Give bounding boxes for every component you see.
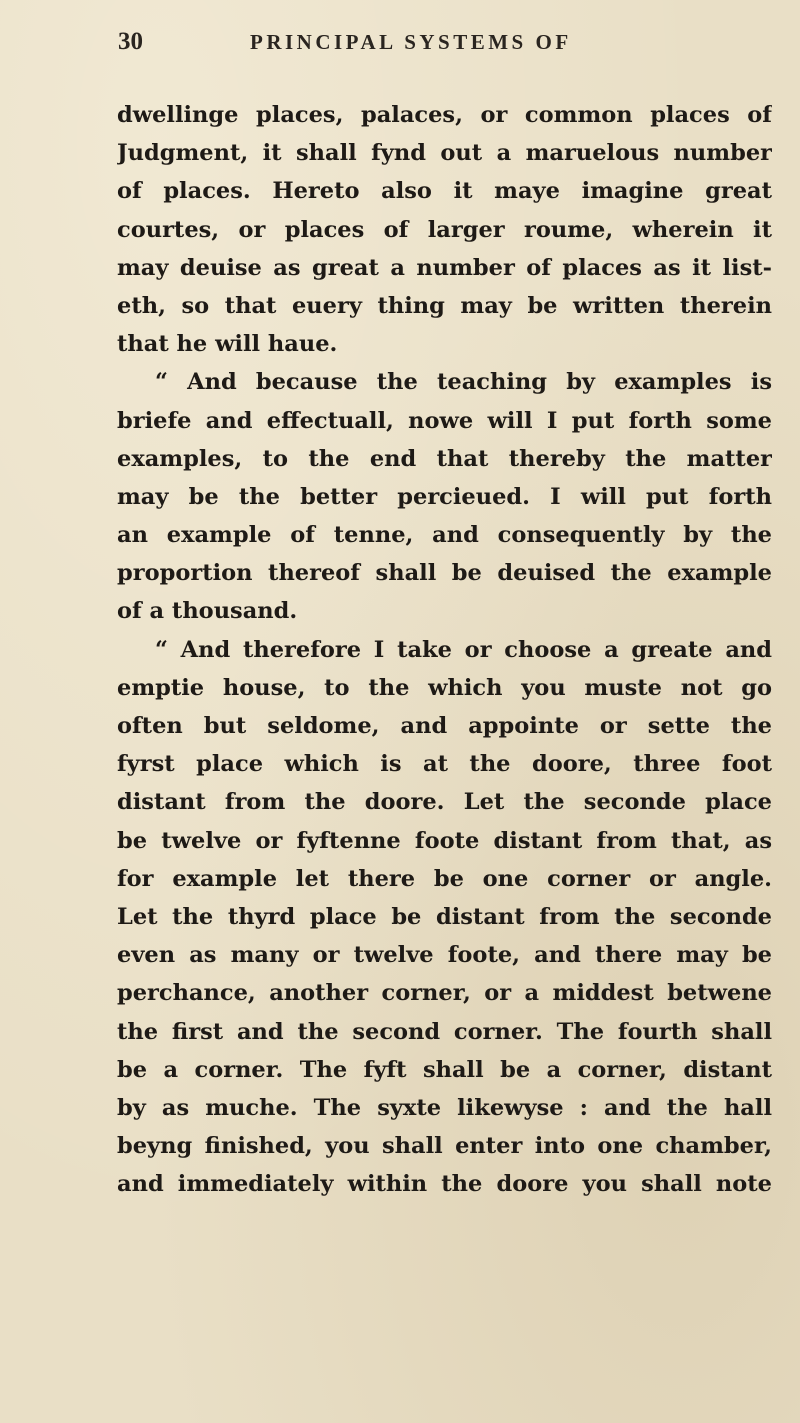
text-line: fyrst place which is at the doore, three foot — [117, 751, 772, 778]
text-line: that he will haue. — [117, 331, 338, 358]
text-line: and immediately within the doore you shall note — [117, 1171, 772, 1198]
text-line: an example of tenne, and consequently by the — [117, 522, 772, 549]
text-line: courtes, or places of larger roume, wherein it — [117, 216, 772, 243]
text-line: dwellinge places, palaces, or common places of — [117, 102, 772, 128]
text-line: “ And because the teaching by examples is — [155, 369, 772, 396]
text-line: of places. Hereto also it maye imagine great — [117, 178, 772, 205]
paragraph-1 — [117, 96, 772, 363]
text-line: distant from the doore. Let the seconde place — [117, 789, 772, 816]
text-line: eth, so that euery thing may be written therein — [117, 292, 772, 319]
text-line: of a thousand. — [117, 598, 298, 625]
body-text — [117, 96, 772, 1203]
text-line: for example let there be one corner or angle. — [117, 865, 772, 892]
running-head — [118, 28, 758, 60]
text-line: be twelve or fyftenne foote distant from that, as — [117, 827, 772, 854]
text-line: the first and the second corner. The fourth shall — [117, 1018, 772, 1045]
text-line: emptie house, to the which you muste not go — [117, 674, 772, 701]
paragraph-3 — [117, 631, 772, 1204]
text-line: may deuise as great a number of places as it list- — [117, 254, 772, 281]
paragraph-2 — [117, 363, 772, 630]
text-line: beyng finished, you shall enter into one chamber, — [117, 1133, 772, 1160]
text-line: be a corner. The fyft shall be a corner, distant — [117, 1056, 772, 1083]
text-line: may be the better percieued. I will put forth — [117, 483, 772, 510]
page-number: 30 — [118, 28, 143, 55]
text-line: even as many or twelve foote, and there may be — [117, 942, 772, 969]
text-line: Judgment, it shall fynd out a maruelous number — [117, 140, 772, 167]
text-line: “ And therefore I take or choose a greate and — [155, 636, 772, 663]
text-line: examples, to the end that thereby the matter — [117, 445, 772, 472]
text-line: briefe and effectuall, nowe will I put forth some — [117, 407, 772, 434]
text-line: often but seldome, and appointe or sette the — [117, 713, 772, 739]
text-line: proportion thereof shall be deuised the example — [117, 560, 772, 587]
running-title: PRINCIPAL SYSTEMS OF — [250, 30, 572, 54]
text-line: by as muche. The syxte likewyse : and the hall — [117, 1094, 772, 1121]
text-line: perchance, another corner, or a middest betwene — [117, 980, 772, 1007]
text-line: Let the thyrd place be distant from the seconde — [117, 903, 772, 930]
